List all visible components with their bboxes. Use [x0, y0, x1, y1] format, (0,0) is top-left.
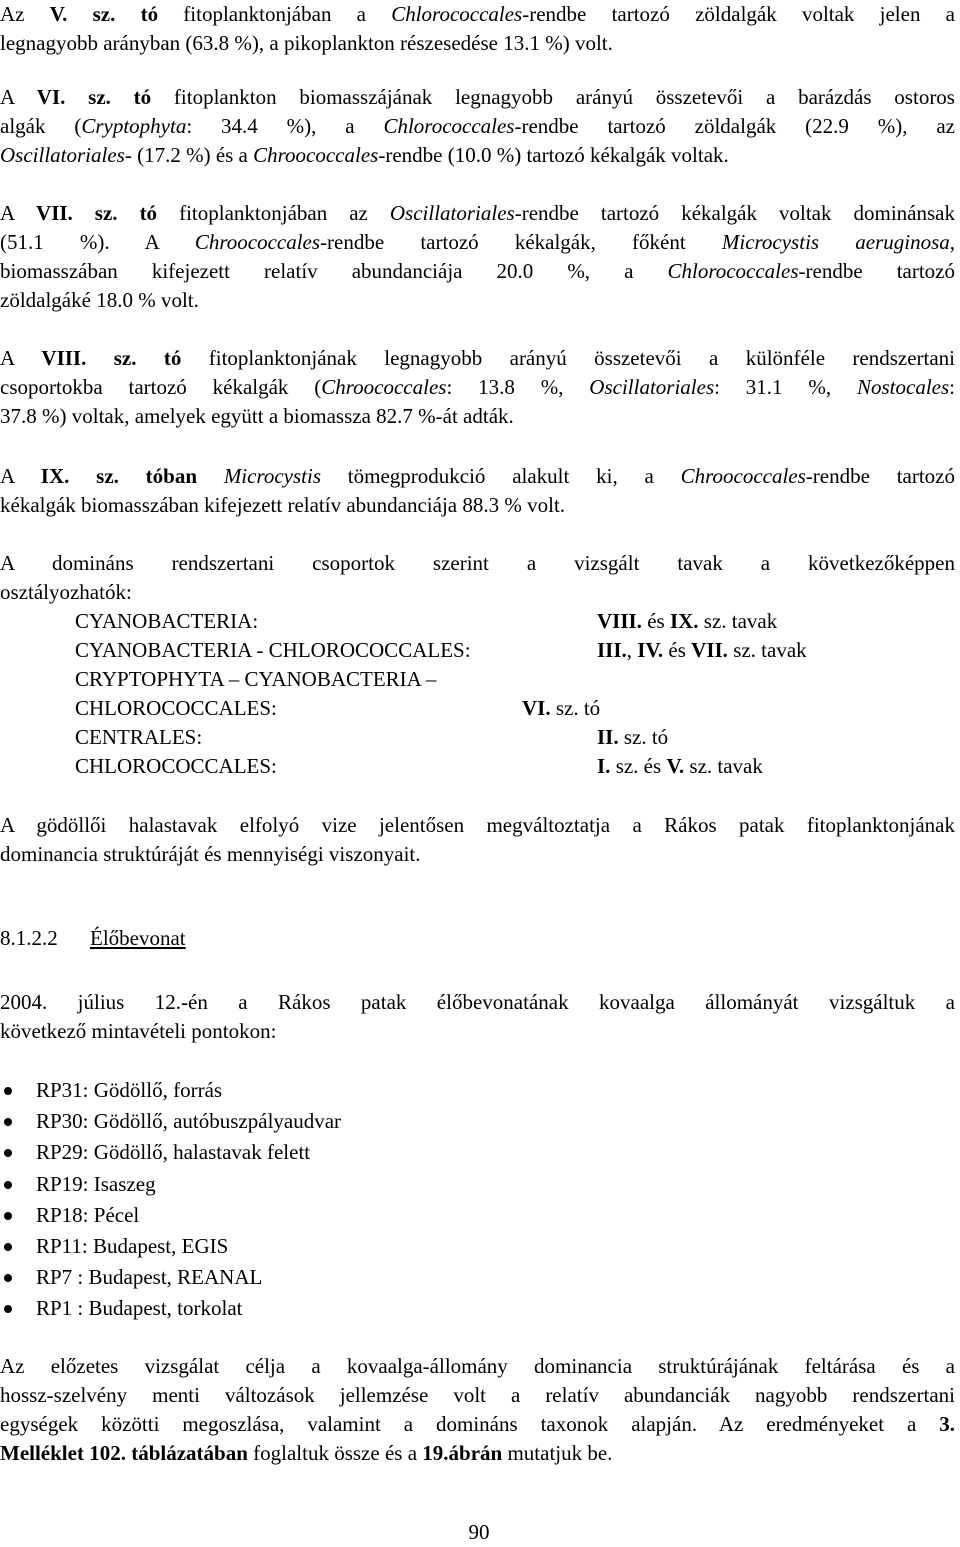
- text-line: A VIII. sz. tó fitoplanktonjának legnagyobb arányú összetevői a különféle rendszertani: [0, 346, 956, 370]
- group-value: III., IV. és VII. sz. tavak: [597, 638, 807, 662]
- text-line: Oscillatoriales- (17.2 %) és a Chroococcales-rendbe (10.0 %) tartozó kékalgák voltak.: [0, 143, 729, 167]
- paragraph-lake-v: [0, 0, 955, 58]
- group-label: CENTRALES:: [75, 725, 203, 749]
- text-line: zöldalgáké 18.0 % volt.: [0, 288, 199, 312]
- paragraph-classification-intro: [0, 549, 955, 607]
- paragraph-lake-vi: [0, 83, 955, 170]
- text-line: csoportokba tartozó kékalgák (Chroococcales: 13.8 %, Oscillatoriales: 31.1 %, Nostocales:: [0, 375, 955, 399]
- text-line: Az V. sz. tó fitoplanktonjában a Chlorococcales-rendbe tartozó zöldalgák voltak jelen a: [0, 2, 955, 26]
- bullet-dot: [4, 1118, 12, 1126]
- group-row-centrales: [75, 723, 669, 752]
- text-line: A gödöllői halastavak elfolyó vize jelentősen megváltoztatja a Rákos patak fitoplanktonjának: [0, 813, 955, 837]
- bullet-dot: [4, 1243, 12, 1251]
- bullet-dot: [4, 1212, 12, 1220]
- text-line: hossz-szelvény menti változások jellemzése volt a relatív abundanciák nagyobb rendszertani: [0, 1383, 955, 1407]
- text-line: osztályozhatók:: [0, 580, 132, 604]
- text-line: legnagyobb arányban (63.8 %), a pikoplankton részesedése 13.1 %) volt.: [0, 31, 613, 55]
- section-number: 8.1.2.2: [0, 926, 58, 950]
- text-line: A domináns rendszertani csoportok szerint a vizsgált tavak a következőképpen: [0, 551, 955, 575]
- bullet-dot: [4, 1305, 12, 1313]
- group-label: CHLOROCOCCALES:: [75, 696, 277, 720]
- group-label: CYANOBACTERIA - CHLOROCOCCALES:: [75, 638, 471, 662]
- text-line: A VII. sz. tó fitoplanktonjában az Oscillatoriales-rendbe tartozó kékalgák voltak dominánsak: [0, 201, 955, 225]
- paragraph-lake-ix: [0, 462, 955, 520]
- section-title: Élőbevonat: [90, 926, 186, 950]
- text-line: 2004. július 12.-én a Rákos patak élőbevonatának kovaalga állományát vizsgáltuk a: [0, 990, 955, 1014]
- group-label: CYANOBACTERIA:: [75, 609, 259, 633]
- group-row-chlorococcales-vi: [75, 694, 601, 723]
- page-number: 90: [468, 1520, 490, 1544]
- group-row-chlorococcales-i-v: [75, 752, 763, 781]
- text-line: biomasszában kifejezett relatív abundanciája 20.0 %, a Chlorococcales-rendbe tartozó: [0, 259, 955, 283]
- group-value: II. sz. tó: [597, 725, 669, 749]
- bullet-dot: [4, 1274, 12, 1282]
- bullet-dot: [4, 1087, 12, 1095]
- text-line: 37.8 %) voltak, amelyek együtt a biomassza 82.7 %-át adták.: [0, 404, 514, 428]
- group-value: VI. sz. tó: [522, 696, 601, 720]
- text-line: Az előzetes vizsgálat célja a kovaalga-állomány dominancia struktúrájának feltárása és a: [0, 1354, 955, 1378]
- text-line: Melléklet 102. táblázatában foglaltuk össze és a 19.ábrán mutatjuk be.: [0, 1441, 613, 1465]
- group-label: CRYPTOPHYTA – CYANOBACTERIA –: [75, 667, 437, 691]
- group-row-cyanobacteria: [75, 607, 778, 636]
- group-row-cryptophyta: [75, 665, 436, 694]
- paragraph-lake-viii: [0, 344, 955, 431]
- text-line: (51.1 %). A Chroococcales-rendbe tartozó kékalgák, főként Microcystis aeruginosa,: [0, 230, 955, 254]
- paragraph-sampling-intro: [0, 988, 955, 1046]
- text-line: dominancia struktúráját és mennyiségi viszonyait.: [0, 842, 421, 866]
- bullet-dot: [4, 1181, 12, 1189]
- text-line: A IX. sz. tóban Microcystis tömegprodukció alakult ki, a Chroococcales-rendbe tartozó: [0, 464, 956, 488]
- text-line: következő mintavételi pontokon:: [0, 1019, 277, 1043]
- group-value: VIII. és IX. sz. tavak: [597, 609, 778, 633]
- section-heading: [0, 924, 186, 953]
- paragraph-godollo-effect: [0, 811, 955, 869]
- group-value: I. sz. és V. sz. tavak: [597, 754, 763, 778]
- bullet-dot: [4, 1149, 12, 1157]
- text-line: egységek közötti megoszlása, valamint a domináns taxonok alapján. Az eredményeket a 3.: [0, 1412, 955, 1436]
- group-label: CHLOROCOCCALES:: [75, 754, 277, 778]
- paragraph-study-aim: [0, 1352, 955, 1468]
- group-row-cyanobacteria-chlorococcales: [75, 636, 807, 665]
- text-line: A VI. sz. tó fitoplankton biomasszájának legnagyobb arányú összetevői a barázdás ostoros: [0, 85, 955, 109]
- text-line: algák (Cryptophyta: 34.4 %), a Chlorococcales-rendbe tartozó zöldalgák (22.9 %), az: [0, 114, 955, 138]
- paragraph-lake-vii: [0, 199, 955, 315]
- text-line: kékalgák biomasszában kifejezett relatív abundanciája 88.3 % volt.: [0, 493, 566, 517]
